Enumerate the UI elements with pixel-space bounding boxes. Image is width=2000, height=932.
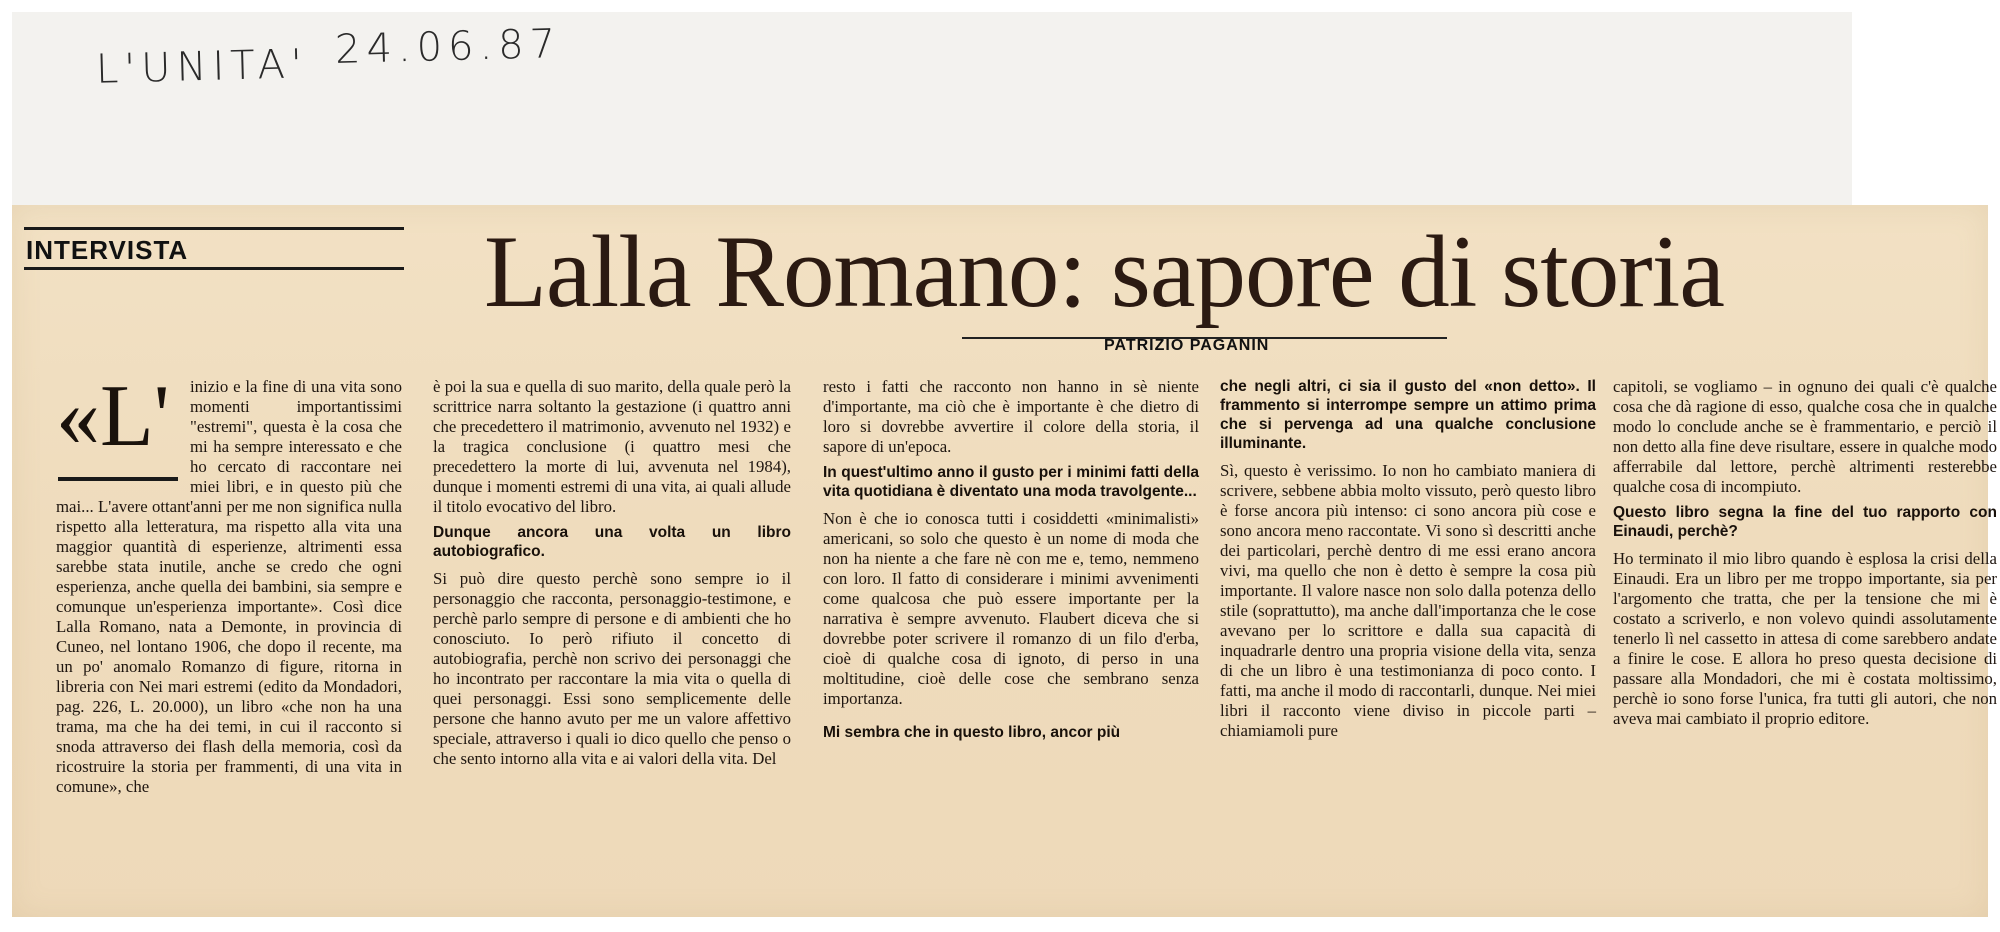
article-column-5 [1613,377,1997,729]
handwritten-date: 24.06.87 [334,21,562,73]
newspaper-clipping [12,205,1997,917]
interview-question-1: Dunque ancora una volta un libro autobiografico. [433,524,791,560]
column-1-text: inizio e la fine di una vita sono momenti importantissimi "estremi", questa è la cosa che mi ha sempre interessato e che ho cercato di raccontare nei miei libri, e in questo più che mai... L'avere ottant'anni per me non significa nulla rispetto alla letteratura, ma rispetto alla vita una maggior quantità di esperienze, altrimenti essa sarebbe stata inutile, anche se credo che ogni esperienza, anche quella dei bambini, sia sempre e comunque un'esperienza importante». Così dice Lalla Romano, nata a Demonte, in provincia di Cuneo, nel lontano 1906, che dopo il recente, ma un po' anomalo Romanzo di figure, ritorna in libreria con Nei mari estremi (edito da Mondadori, pag. 226, L. 20.000), un libro «che non ha una trama, ma che ha dei temi, in cui il racconto si snoda attraverso dei flash della memoria, così da ricostruire la storia per frammenti, di una vita in comune», che [56,377,402,796]
section-rule-top [24,227,404,230]
column-2-answer: Si può dire questo perchè sono sempre io il personaggio che racconta, personaggio-testimone, e perchè parlo sempre di persone e di ambienti che ho conosciuto. Io però rifiuto il concetto di autobiografia, perchè non scrivo dei personaggi che ho incontrato per raccontare la mia vita o quella di quei personaggi. Essi sono semplicemente delle persone che hanno avuto per me un valore affettivo speciale, attraverso i quali io dico quello che penso o che sento intorno alla vita e ai valori della vita. Del [433,569,791,768]
column-5-text: capitoli, se vogliamo – in ognuno dei quali c'è qualche cosa che dà ragione di esso, qualche cosa che in qualche modo lo conclude anche se è frammentario, e perciò il non detto alla fine deve risultare, essere in qualche modo afferrabile dal lettore, perchè altrimenti resterebbe qualche cosa di incompiuto. [1613,377,1997,496]
column-3-text: resto i fatti che racconto non hanno in sè niente d'importante, ma ciò che è importante è che dietro di loro si dovrebbe avvertire il colore della storia, il sapore di un'epoca. [823,377,1199,456]
article-byline: PATRIZIO PAGANIN [1104,337,1270,354]
column-4-answer: Sì, questo è verissimo. Io non ho cambiato maniera di scrivere, sebbene abbia molto vissuto, però questo libro è forse ancora più intenso: ci sono ancora più cose e sono ancora meno raccontate. Vi sono sì descritti anche dei particolari, perchè dentro di me essi erano ancora vivi, ma quello che non è detto è sempre la cosa più importante. Il valore nasce non solo dalla potenza dello stile (soprattutto), ma anche dall'importanza che le cose avevano per lo scrittore e dalla sua capacità di inquadrarle dentro una propria visione della vita, senza di che un libro è una testimonianza di poco conto. I fatti, ma anche il modo di raccontarli, dunque. Nei miei libri il racconto viene diviso in piccole parti – chiamiamoli pure [1220,461,1596,740]
article-column-2 [433,377,791,769]
article-column-3 [823,377,1199,750]
interview-question-4: Questo libro segna la fine del tuo rapporto con Einaudi, perchè? [1613,504,1997,540]
column-5-answer: Ho terminato il mio libro quando è esplosa la crisi della Einaudi. Era un libro per me troppo importante, sia per l'argomento che tratta, che per la tensione che mi è costato a scriverlo, e non volevo quindi assolutamente tenerlo lì nel cassetto in attesa di come sarebbero andate a finire le cose. E allora ho preso questa decisione di passare alla Mondadori, che mi è costata moltissimo, perchè io sono forse l'unica, fra tutti gli autori, che non aveva mai cambiato il proprio editore. [1613,549,1997,728]
dropcap [56,368,184,481]
column-2-text: è poi la sua e quella di suo marito, della quale però la scrittrice narra soltanto la gestazione (i quattro anni che precedettero il matrimonio, avvenuto nel 1932) e la tragica conclusione (i quattro mesi che precedettero la morte di lui, avvenuta nel 1984), dunque i momenti estremi di una vita, ai quali allude il titolo evocativo del libro. [433,377,791,516]
article-headline: Lalla Romano: sapore di storia [484,215,1724,329]
interview-question-2: In quest'ultimo anno il gusto per i minimi fatti della vita quotidiana è diventato una moda travolgente... [823,464,1199,500]
article-column-1 [56,368,402,797]
interview-question-3-start: Mi sembra che in questo libro, ancor più [823,724,1121,741]
handwritten-newspaper-name: L'UNITA' [95,41,309,93]
section-rule-bottom [24,267,404,270]
interview-question-3-end: che negli altri, ci sia il gusto del «non detto». Il frammento si interrompe sempre un attimo prima che si pervenga ad una qualche conclusione illuminante. [1220,378,1596,452]
column-3-answer: Non è che io conosca tutti i cosiddetti «minimalisti» americani, so solo che questo è un nome di moda che non ha niente a che fare nè con me e, temo, nemmeno con loro. Il fatto di considerare i minimi avvenimenti come qualcosa che può essere importante per la narrativa è sempre avvenuto. Flaubert diceva che si dovrebbe poter scrivere il romanzo di un filo d'erba, cioè di qualche cosa di ignoto, di perso in una moltitudine, cioè delle cose che sembrano senza importanza. [823,509,1199,708]
section-label: INTERVISTA [26,235,189,265]
dropcap-letter: «L' [56,368,170,465]
dropcap-rule [58,477,178,481]
article-column-4 [1220,377,1596,741]
